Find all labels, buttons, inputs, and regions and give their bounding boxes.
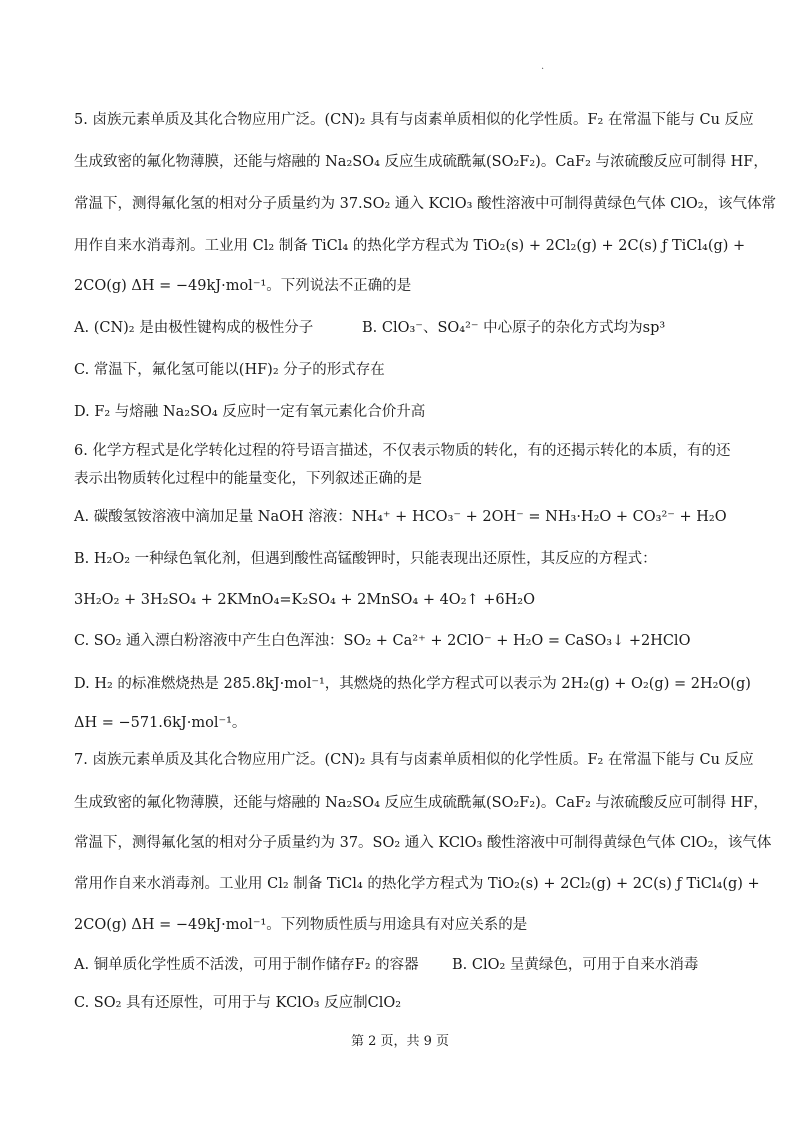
q5-line-1: 5. 卤族元素单质及其化合物应用广泛。(CN)₂ 具有与卤素单质相似的化学性质。F₂ 在常温下能与 Cu 反应 bbox=[74, 112, 754, 128]
q6-option-d-cont: ΔH = −571.6kJ·mol⁻¹。 bbox=[74, 715, 247, 731]
q7-line-4: 常用作自来水消毒剂。工业用 Cl₂ 制备 TiCl₄ 的热化学方程式为 TiO₂(s) + 2Cl₂(g) + 2C(s) ƒ TiCl₄(g) + bbox=[74, 876, 760, 892]
q5-line-5: 2CO(g) ΔH = −49kJ·mol⁻¹。下列说法不正确的是 bbox=[74, 278, 412, 294]
q7-line-2: 生成致密的氟化物薄膜，还能与熔融的 Na₂SO₄ 反应生成硫酰氟(SO₂F₂)。CaF₂ 与浓硫酸反应可制得 HF， bbox=[74, 795, 768, 811]
page-footer: 第 2 页，共 9 页 bbox=[350, 1034, 450, 1049]
q5-option-c: C. 常温下，氟化氢可能以(HF)₂ 分子的形式存在 bbox=[74, 362, 385, 378]
q6-option-c: C. SO₂ 通入漂白粉溶液中产生白色浑浊：SO₂ + Ca²⁺ + 2ClO⁻ + H₂O = CaSO₃↓ +2HClO bbox=[74, 633, 691, 649]
q5-line-2: 生成致密的氟化物薄膜，还能与熔融的 Na₂SO₄ 反应生成硫酰氟(SO₂F₂)。CaF₂ 与浓硫酸反应可制得 HF， bbox=[74, 154, 768, 170]
q5-line-3: 常温下，测得氟化氢的相对分子质量约为 37.SO₂ 通入 KClO₃ 酸性溶液中可制得黄绿色气体 ClO₂，该气体常 bbox=[74, 196, 777, 212]
q5-option-a: A. (CN)₂ 是由极性键构成的极性分子 bbox=[74, 320, 314, 336]
q6-line-1: 6. 化学方程式是化学转化过程的符号语言描述，不仅表示物质的转化，有的还揭示转化的本质，有的还 bbox=[74, 443, 731, 459]
q7-option-b: B. ClO₂ 呈黄绿色，可用于自来水消毒 bbox=[452, 957, 699, 973]
q7-option-a: A. 铜单质化学性质不活泼，可用于制作储存F₂ 的容器 bbox=[74, 957, 419, 973]
page-mark: · bbox=[541, 64, 545, 75]
q7-option-c: C. SO₂ 具有还原性，可用于与 KClO₃ 反应制ClO₂ bbox=[74, 995, 402, 1011]
q5-option-d: D. F₂ 与熔融 Na₂SO₄ 反应时一定有氧元素化合价升高 bbox=[74, 404, 426, 420]
q7-line-1: 7. 卤族元素单质及其化合物应用广泛。(CN)₂ 具有与卤素单质相似的化学性质。F₂ 在常温下能与 Cu 反应 bbox=[74, 752, 754, 768]
q6-option-a: A. 碳酸氢铵溶液中滴加足量 NaOH 溶液：NH₄⁺ + HCO₃⁻ + 2OH⁻ = NH₃·H₂O + CO₃²⁻ + H₂O bbox=[74, 509, 727, 525]
q5-line-4: 用作自来水消毒剂。工业用 Cl₂ 制备 TiCl₄ 的热化学方程式为 TiO₂(s) + 2Cl₂(g) + 2C(s) ƒ TiCl₄(g) + bbox=[74, 238, 746, 254]
q7-line-3: 常温下，测得氟化氢的相对分子质量约为 37。SO₂ 通入 KClO₃ 酸性溶液中可制得黄绿色气体 ClO₂，该气体 bbox=[74, 835, 772, 851]
q6-option-b: B. H₂O₂ 一种绿色氧化剂，但遇到酸性高锰酸钾时，只能表现出还原性，其反应的方程式： bbox=[74, 551, 657, 567]
q6-option-b-equation: 3H₂O₂ + 3H₂SO₄ + 2KMnO₄=K₂SO₄ + 2MnSO₄ + 4O₂↑ +6H₂O bbox=[74, 592, 535, 608]
q5-option-b: B. ClO₃⁻、SO₄²⁻ 中心原子的杂化方式均为sp³ bbox=[362, 320, 666, 336]
q6-option-d: D. H₂ 的标准燃烧热是 285.8kJ·mol⁻¹，其燃烧的热化学方程式可以表示为 2H₂(g) + O₂(g) = 2H₂O(g) bbox=[74, 676, 751, 692]
q7-line-5: 2CO(g) ΔH = −49kJ·mol⁻¹。下列物质性质与用途具有对应关系的是 bbox=[74, 917, 528, 933]
q6-line-2: 表示出物质转化过程中的能量变化，下列叙述正确的是 bbox=[74, 471, 422, 487]
